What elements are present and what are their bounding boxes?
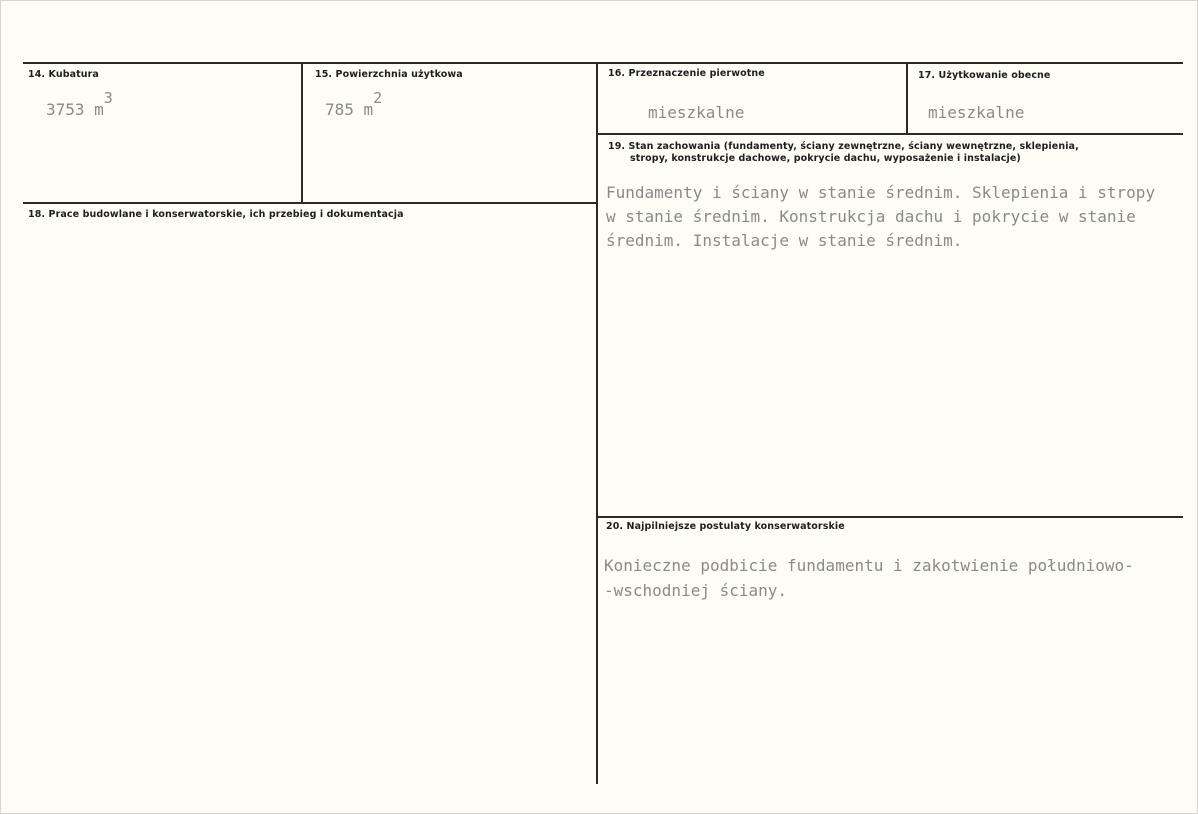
- field-15-unit-exponent: 2: [373, 89, 383, 107]
- field-19-value-line3: średnim. Instalacje w stanie średnim.: [606, 231, 963, 250]
- field-19-label-line2: stropy, konstrukcje dachowe, pokrycie dachu, wyposażenie i instalacje): [630, 153, 1021, 164]
- divider-f16-f17: [906, 62, 908, 134]
- rule-f20-top: [598, 516, 1183, 518]
- field-15-number: 785 m: [325, 100, 374, 119]
- field-14-unit-exponent: 3: [103, 89, 113, 107]
- top-rule: [23, 62, 1183, 64]
- field-19-value-line2: w stanie średnim. Konstrukcja dachu i pokrycie w stanie: [606, 207, 1136, 226]
- field-18-label: 18. Prace budowlane i konserwatorskie, ich przebieg i dokumentacja: [28, 209, 404, 220]
- field-16-value: mieszkalne: [648, 103, 745, 122]
- divider-f14-f15: [301, 62, 303, 203]
- field-17-label: 17. Użytkowanie obecne: [918, 70, 1051, 81]
- field-14-label: 14. Kubatura: [28, 69, 99, 80]
- field-16-label: 16. Przeznaczenie pierwotne: [608, 68, 765, 79]
- field-20-value-line2: -wschodniej ściany.: [604, 581, 788, 600]
- rule-row1-bottom-left: [23, 202, 597, 204]
- field-14-value: [46, 89, 113, 119]
- field-17-value: mieszkalne: [928, 103, 1025, 122]
- divider-left-right: [596, 62, 598, 784]
- rule-row16-bottom: [598, 133, 1183, 135]
- field-15-label: 15. Powierzchnia użytkowa: [315, 69, 463, 80]
- field-15-value: [325, 89, 383, 119]
- field-19-value-line1: Fundamenty i ściany w stanie średnim. Sklepienia i stropy: [606, 183, 1156, 202]
- field-19-label-line1: 19. Stan zachowania (fundamenty, ściany zewnętrzne, ściany wewnętrzne, sklepienia,: [608, 141, 1079, 152]
- field-20-value-line1: Konieczne podbicie fundamentu i zakotwienie południowo-: [604, 556, 1134, 575]
- field-14-number: 3753 m: [46, 100, 104, 119]
- field-20-label: 20. Najpilniejsze postulaty konserwatorskie: [606, 521, 845, 532]
